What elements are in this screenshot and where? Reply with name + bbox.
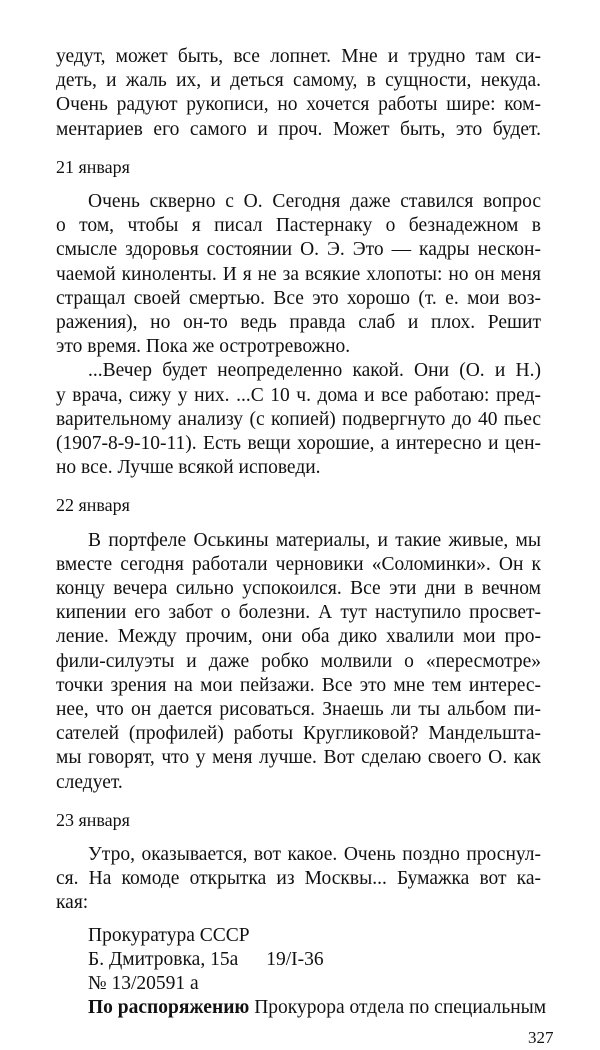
document-lead: По распоряжению — [88, 997, 250, 1019]
entry-date: 21 января — [56, 156, 130, 177]
text-line: о том, чтобы я писал Пастернаку о безнадежном в — [56, 215, 541, 237]
text-line: точки зрения на мои пейзажи. Все это мне тем интерес- — [56, 674, 541, 696]
text-line: ся. На комоде открытка из Москвы... Бумажка вот ка- — [56, 868, 541, 890]
text-line: стращал своей смертью. Все это хорошо (т. е. мои воз- — [56, 287, 541, 309]
text-line: варительному анализу (с копией) подвергнуто до 40 пьес — [56, 408, 541, 430]
text-line: ментариев его самого и проч. Может быть, это будет. — [56, 118, 541, 140]
document-address: Б. Дмитровка, 15а 19/I-36 — [88, 948, 324, 970]
text-line: следует. — [56, 771, 123, 793]
text-line: кая: — [56, 892, 89, 914]
text-line: ...Вечер будет неопределенно какой. Они (О. и Н.) — [88, 360, 541, 382]
text-line: Очень радуют рукописи, но хочется работы шире: ком- — [56, 94, 541, 116]
text-line: Очень скверно с О. Сегодня даже ставился вопрос — [88, 191, 541, 212]
text-line: (1907-8-9-10-11). Есть вещи хорошие, а интересно и цен- — [56, 433, 541, 454]
entry-date: 22 января — [56, 495, 130, 516]
text-line: у врача, сижу у них. ...С 10 ч. дома и все работаю: пред- — [56, 384, 541, 406]
text-line: ражения), но он-то ведь правда слаб и плох. Решит — [56, 312, 541, 333]
text-line: концу вечера сильно успокоился. Все эти дни в вечном — [56, 578, 541, 599]
text-line: это время. Пока же остротревожно. — [56, 336, 351, 358]
text-line: ление. Между прочим, они оба дико хвалили мои про- — [56, 626, 541, 648]
text-line: вместе сегодня работали черновики «Соломинки». Он к — [56, 553, 541, 575]
document-date: 19/I-36 — [266, 948, 324, 970]
text-line: но все. Лучше всякой исповеди. — [56, 457, 321, 479]
document-line: Прокуратура СССР — [88, 924, 250, 946]
text-line: В портфеле Оськины материалы, и такие живые, мы — [88, 529, 541, 551]
text-line: Утро, оказывается, вот какое. Очень поздно проснул- — [88, 844, 541, 865]
text-line: мы говорят, что у меня лучше. Вот сделаю своего О. как — [56, 747, 541, 769]
text-line: смысле здоровья состоянии О. Э. Это — кадры нескон- — [56, 239, 541, 261]
document-line: По распоряжению Прокурора отдела по специальным — [88, 997, 547, 1019]
text-line: сателей (профилей) работы Кругликовой? Мандельшта- — [56, 723, 541, 745]
entry-date: 23 января — [56, 809, 130, 830]
page-number: 327 — [528, 1028, 554, 1048]
text-line: чаемой киноленты. И я не за всякие хлопоты: но он меня — [56, 263, 541, 285]
text-line: фили-силуэты и даже робко молвили о «пересмотре» — [56, 650, 541, 672]
text-line: кипении его забот о болезни. А тут наступило просвет- — [56, 602, 541, 624]
text-line: деть, и жаль их, и деться самому, в сущности, некуда. — [56, 70, 541, 92]
text-line: уедут, может быть, все лопнет. Мне и трудно там си- — [56, 46, 541, 67]
text-line: нее, что он дается рисоваться. Знаешь ли ты альбом пи- — [56, 699, 541, 720]
document-number: № 13/20591 а — [88, 973, 199, 994]
